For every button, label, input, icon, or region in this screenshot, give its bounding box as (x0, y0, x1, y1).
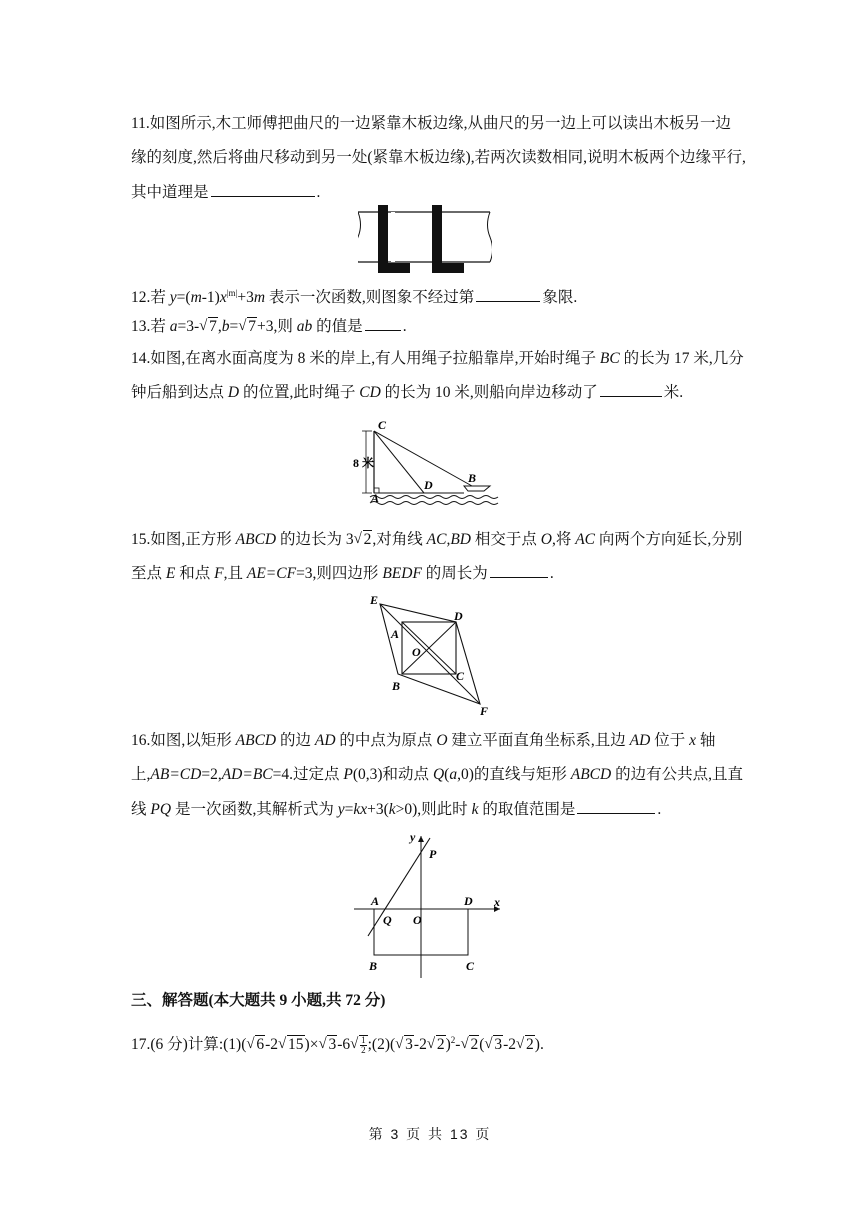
label-d: D (464, 894, 473, 908)
numerator: √ 1 (361, 1035, 366, 1046)
radicand: 7 (209, 318, 217, 335)
q16-text: +3( (367, 801, 389, 818)
q15-text: 向两个方向延长,分别 (595, 531, 743, 548)
q16-var: Q (432, 766, 445, 783)
label-x: x (494, 895, 500, 909)
sqrt-sign (516, 1035, 535, 1055)
label-q: Q (383, 913, 392, 927)
q12-var-m: m (190, 289, 202, 307)
q14-var-d: D (227, 384, 240, 401)
sqrt-sign (278, 1035, 305, 1055)
q15-var: ABCD (235, 531, 277, 548)
sqrt-sign (460, 1035, 479, 1055)
answer-blank[interactable] (365, 316, 401, 331)
q16-text: 的边有公共点,且直 (611, 766, 743, 783)
label-o: O (412, 645, 421, 659)
q14-var-bc: BC (599, 350, 620, 367)
sqrt-sign (395, 1035, 414, 1055)
q16-var: ABCD (235, 732, 277, 749)
q17-text: ). (534, 1036, 544, 1054)
q11-line3 (131, 182, 320, 203)
q14-text: 的位置,此时绳子 (239, 384, 360, 401)
q16-text: 16.如图,以矩形 (131, 732, 236, 749)
q15-var: AC (575, 531, 596, 548)
q16-var: AD (314, 732, 336, 749)
q11-line2: 缘的刻度,然后将曲尺移动到另一处(紧靠木板边缘),若两次读数相同,说明木板两个边缘平行, (131, 149, 746, 166)
q13-end: . (402, 318, 407, 335)
answer-blank[interactable] (577, 799, 655, 814)
q16-text: =2, (201, 766, 222, 783)
sqrt-sign (199, 317, 218, 337)
q12-var-y: y (169, 289, 177, 307)
q15-end: . (549, 565, 554, 582)
q17-text: -6 (337, 1036, 351, 1054)
q13-eq1: =3- (177, 318, 200, 335)
sqrt-sign (246, 1035, 265, 1055)
radicand: 2 (470, 1036, 479, 1054)
q13-eq2: = (229, 318, 239, 335)
q16-var: O (436, 732, 448, 749)
q12-eq: =( (176, 289, 191, 307)
radicand: 2 (363, 531, 372, 548)
q16-text: 建立平面直角坐标系,且边 (447, 732, 630, 749)
q13-var-a: a (169, 318, 178, 335)
q13-var-b: b (221, 318, 230, 335)
q14-text: 的长为 10 米,则船向岸边移动了 (380, 384, 598, 401)
label-a: A (391, 627, 400, 641)
sqrt-sign (350, 1035, 368, 1055)
q17-text: 17.(6 分)计算:(1)( (131, 1036, 247, 1054)
q16-text: 线 (131, 801, 151, 818)
label-a: A (371, 894, 380, 908)
q16-text: 上, (131, 766, 151, 783)
q14-line2 (131, 382, 683, 403)
q14-var-cd: CD (359, 384, 381, 401)
q12-line (131, 283, 577, 308)
q12-part2: -1) (201, 289, 220, 307)
q16-var: k (471, 801, 479, 818)
label-y: y (410, 830, 416, 844)
q11-end: . (316, 184, 321, 201)
q15-var: AC,BD (426, 531, 471, 548)
q15-text: 相交于点 (470, 531, 541, 548)
label-p: P (429, 847, 437, 861)
label-d: D (454, 609, 463, 623)
q16-var: P (343, 766, 353, 783)
q14-line1 (131, 349, 744, 369)
q16-var: ABCD (570, 766, 612, 783)
label-b: B (468, 471, 477, 485)
q15-line1 (131, 530, 742, 550)
sqrt-sign (354, 530, 373, 550)
label-c: C (378, 418, 387, 432)
exponent: 2 (450, 1035, 456, 1045)
label-b: B (392, 679, 401, 693)
q16-var: AB=CD (150, 766, 202, 783)
fraction (360, 1036, 367, 1055)
sqrt-sign (318, 1035, 337, 1055)
q16-var: y (337, 801, 345, 818)
q15-var: BEDF (382, 565, 422, 582)
q12-suffix: 象限. (542, 289, 578, 307)
q12-prefix: 12.若 (131, 289, 170, 307)
q16-var: x (689, 732, 696, 749)
label-d: D (424, 478, 433, 492)
sqrt-sign (427, 1035, 446, 1055)
q16-text: 轴 (695, 732, 716, 749)
q17-text: ;(2)( (367, 1036, 396, 1054)
q11-figure-board-and-square (358, 205, 492, 275)
q15-text: 的周长为 (421, 565, 488, 582)
q12-var-x: x (219, 289, 227, 307)
radicand: 15 (288, 1036, 304, 1054)
section-heading: 三、解答题(本大题共 9 小题,共 72 分) (131, 992, 386, 1009)
q16-text: >0),则此时 (395, 801, 472, 818)
q16-text: (0,3)和动点 (352, 766, 433, 783)
q15-text: 的边长为 3 (276, 531, 354, 548)
q15-figure-square-rhombus (364, 592, 496, 718)
q17-text: ) (445, 1036, 451, 1054)
answer-blank[interactable] (600, 382, 662, 397)
q16-text: = (344, 801, 354, 818)
radicand: 3 (494, 1036, 503, 1054)
radicand: 7 (248, 318, 257, 335)
q11-line1: 11.如图所示,木工师傅把曲尺的一边紧靠木板边缘,从曲尺的另一边上可以读出木板另一边 (131, 115, 732, 132)
q15-text: 和点 (175, 565, 215, 582)
q16-end: . (657, 801, 662, 818)
radicand: 3 (405, 1036, 413, 1054)
q16-var: kx (353, 801, 368, 818)
q16-text: ,0)的直线与矩形 (457, 766, 571, 783)
q15-line2 (131, 563, 554, 584)
q13-comma: , (217, 318, 222, 335)
q15-text: ,将 (551, 531, 576, 548)
q16-text: 的取值范围是 (478, 801, 576, 818)
denominator: 2 (361, 1045, 366, 1056)
q17-text: -2 (413, 1036, 427, 1054)
q15-text: 15.如图,正方形 (131, 531, 236, 548)
q16-var: AD (629, 732, 651, 749)
q12-part3: +3 (237, 289, 254, 307)
q16-var: a (449, 766, 458, 783)
sqrt-sign (238, 317, 257, 337)
q13-line (131, 316, 407, 337)
radicand: 6 (256, 1036, 265, 1054)
label-c: C (466, 959, 475, 973)
q15-var: AE=CF (246, 565, 297, 582)
q15-text: ,对角线 (372, 531, 427, 548)
radicand: 2 (436, 1036, 445, 1054)
q17-text: )× (304, 1036, 319, 1054)
q17-text: -2 (503, 1036, 517, 1054)
radicand: 2 (526, 1036, 534, 1054)
q16-line1 (131, 731, 715, 751)
q13-prefix: 13.若 (131, 318, 170, 335)
q15-var: O (540, 531, 552, 548)
radicand: 3 (328, 1036, 337, 1054)
answer-blank[interactable] (211, 182, 315, 197)
q16-figure-coordinate-rectangle (350, 830, 510, 980)
q13-suffix: 的值是 (312, 318, 363, 335)
q16-var: PQ (150, 801, 172, 818)
q15-var: F (214, 565, 224, 582)
q16-text: =4.过定点 (272, 766, 344, 783)
q15-var: E (165, 565, 176, 582)
q12-part4: 表示一次函数,则图象不经过第 (265, 289, 475, 307)
answer-blank[interactable] (490, 563, 548, 578)
q16-text: ( (444, 766, 450, 783)
label-height: 8 米 (353, 456, 375, 470)
q16-text: 的中点为原点 (335, 732, 437, 749)
label-f: F (480, 704, 489, 718)
label-c: C (456, 669, 465, 683)
q11-text: 其中道理是 (131, 184, 209, 201)
answer-blank[interactable] (476, 287, 540, 302)
q16-text: 是一次函数,其解析式为 (171, 801, 338, 818)
q12-var-m2: m (253, 289, 266, 307)
q17-text: -2 (265, 1036, 279, 1054)
q16-line2 (131, 765, 743, 785)
q17-text: ( (479, 1036, 485, 1054)
q14-text: 米. (663, 384, 684, 401)
q16-var: k (388, 801, 396, 818)
q16-text: 位于 (650, 732, 690, 749)
label-b: B (369, 959, 378, 973)
q16-text: 的边 (276, 732, 315, 749)
q14-text: 14.如图,在离水面高度为 8 米的岸上,有人用绳子拉船靠岸,开始时绳子 (131, 350, 600, 367)
label-o: O (413, 913, 422, 927)
q14-text: 的长为 17 米,几分 (619, 350, 744, 367)
q17-line (131, 1030, 544, 1055)
q13-part3: +3,则 (257, 318, 297, 335)
q12-exponent: |m| (226, 288, 238, 298)
q16-var: AD=BC (221, 766, 273, 783)
label-a: A (371, 491, 380, 505)
q16-line3 (131, 799, 661, 820)
q13-var-ab: ab (296, 318, 313, 335)
sqrt-sign (484, 1035, 503, 1055)
page-number: 第 3 页 共 13 页 (368, 1126, 492, 1142)
q15-text: =3,则四边形 (296, 565, 383, 582)
q17-text: - (455, 1036, 461, 1054)
q15-text: ,且 (223, 565, 247, 582)
q15-text: 至点 (131, 565, 166, 582)
q14-text: 钟后船到达点 (131, 384, 228, 401)
label-e: E (370, 593, 379, 607)
q14-figure-boat-rope (352, 418, 508, 506)
